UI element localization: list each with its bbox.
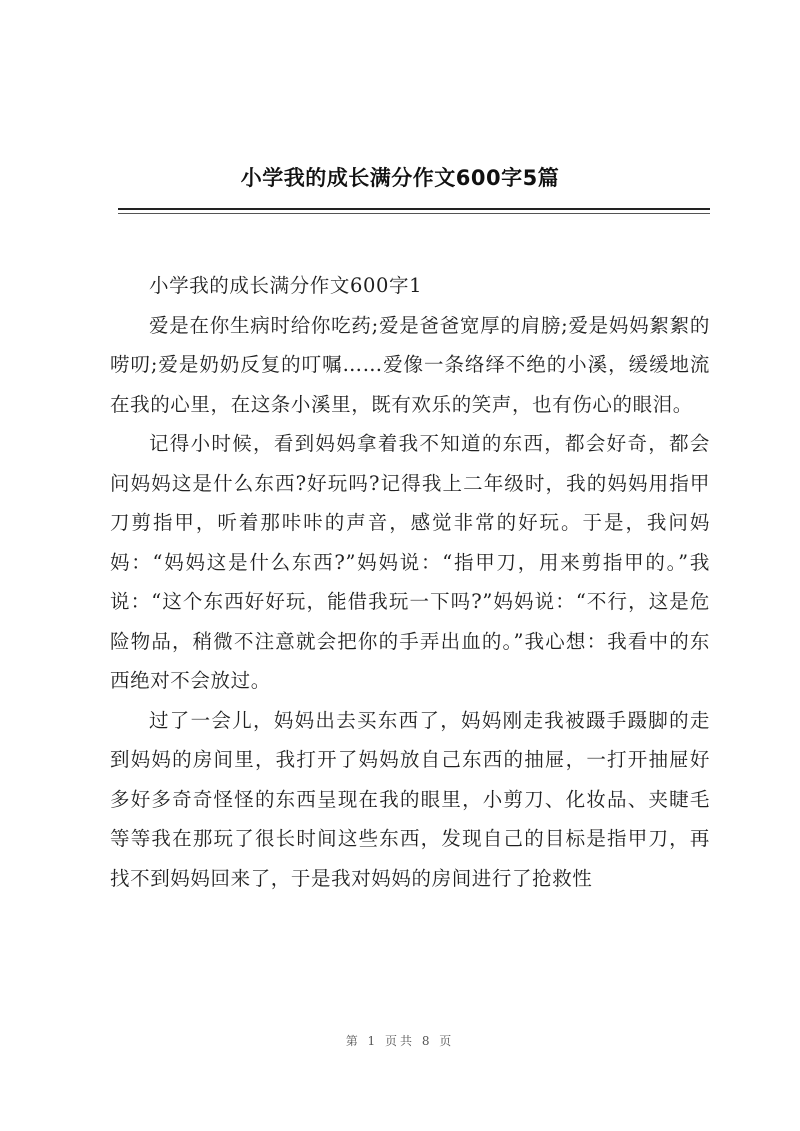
title-divider-thin — [118, 213, 710, 214]
title-divider — [118, 208, 710, 210]
paragraph: 记得小时候，看到妈妈拿着我不知道的东西，都会好奇，都会问妈妈这是什么东西?好玩吗?记得我上二年级时，我的妈妈用指甲刀剪指甲，听着那咔咔的声音，感觉非常的好玩。于是，我问妈妈：“妈妈这是什么东西?”妈妈说：“指甲刀，用来剪指甲的。”我说：“这个东西好好玩，能借我玩一下吗?”妈妈说：“不行，这是危险物品，稍微不注意就会把你的手弄出血的。”我心想：我看中的东西绝对不会放过。 — [110, 432, 710, 692]
document-body — [110, 266, 710, 898]
page-number-footer: 第 1 页共 8 页 — [345, 1034, 455, 1048]
paragraph: 爱是在你生病时给你吃药;爱是爸爸宽厚的肩膀;爱是妈妈絮絮的唠叨;爱是奶奶反复的叮嘱……爱像一条络绎不绝的小溪，缓缓地流在我的心里，在这条小溪里，既有欢乐的笑声，也有伤心的眼泪。 — [110, 313, 710, 416]
document-title: 小学我的成长满分作文600字5篇 — [240, 166, 560, 190]
paragraph: 过了一会儿，妈妈出去买东西了，妈妈刚走我被蹑手蹑脚的走到妈妈的房间里，我打开了妈妈放自己东西的抽屉，一打开抽屉好多好多奇奇怪怪的东西呈现在我的眼里，小剪刀、化妆品、夹睫毛等等我在那玩了很长时间这些东西，发现自己的目标是指甲刀，再找不到妈妈回来了，于是我对妈妈的房间进行了抢救性 — [110, 708, 710, 890]
section-heading: 小学我的成长满分作文600字1 — [149, 274, 423, 297]
